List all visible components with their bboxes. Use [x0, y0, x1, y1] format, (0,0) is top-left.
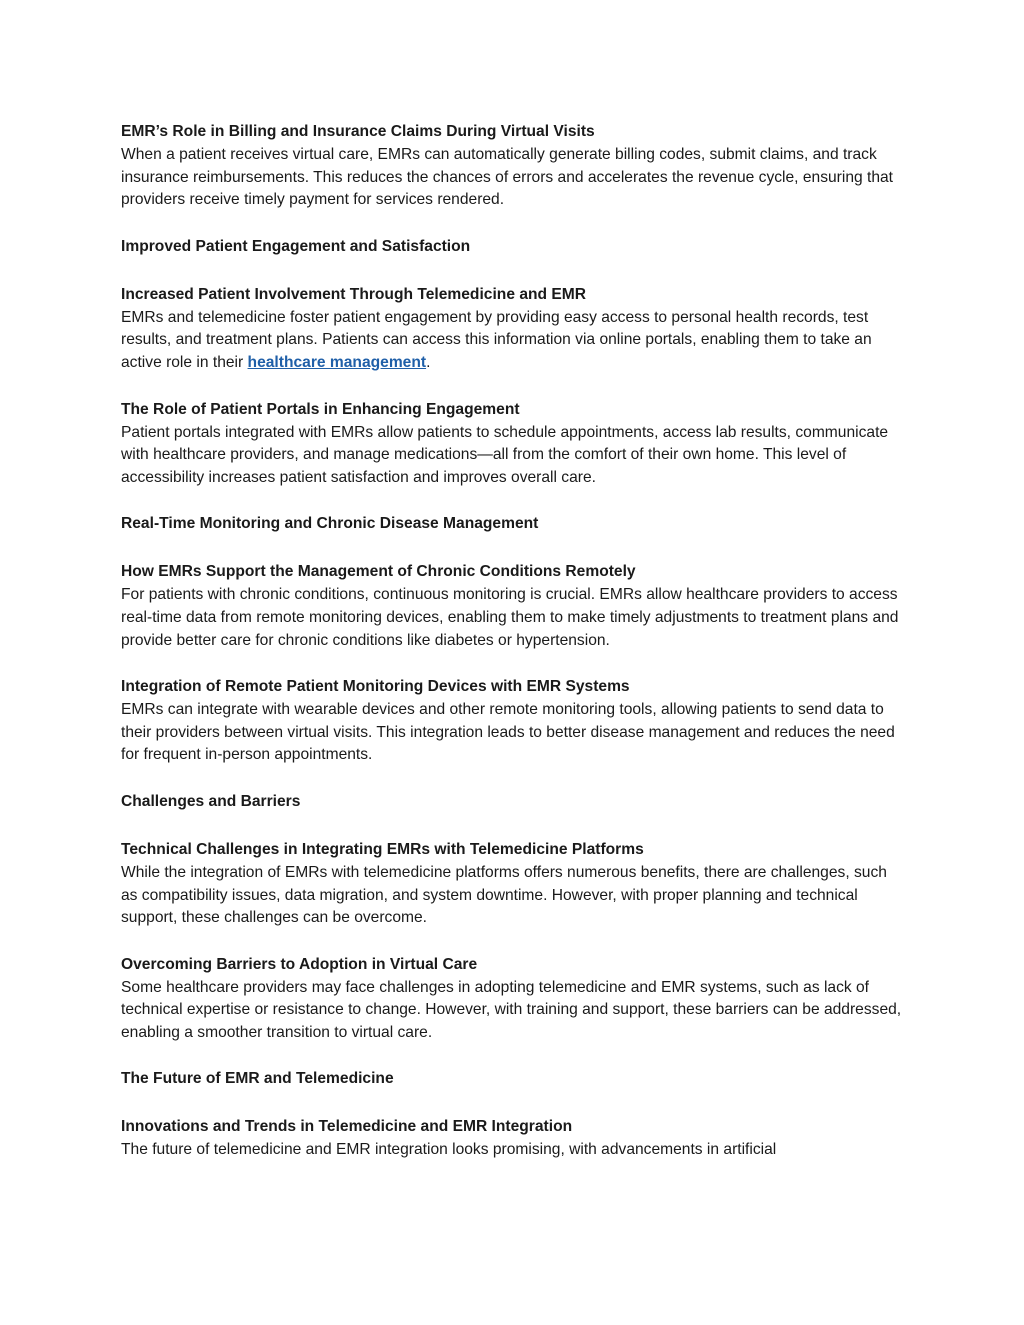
- section-heading: EMR’s Role in Billing and Insurance Claims During Virtual Visits: [121, 123, 595, 140]
- section-heading: Overcoming Barriers to Adoption in Virtual Care: [121, 955, 478, 973]
- document-page: [121, 120, 906, 1185]
- section-patient-portals: [121, 398, 906, 490]
- section-heading: Integration of Remote Patient Monitoring Devices with EMR Systems: [121, 678, 630, 696]
- section-body: When a patient receives virtual care, EMRs can automatically generate billing codes, submit claims, and track insurance reimbursements. This reduces the chances of errors and accelerates the revenue cycle, ensuring that providers receive timely payment for services rendered.: [121, 146, 894, 209]
- section-body: While the integration of EMRs with telemedicine platforms offers numerous benefits, there are challenges, such as compatibility issues, data migration, and system downtime. However, with proper planning and technical support, these challenges can be overcome.: [121, 863, 887, 927]
- section-heading: Innovations and Trends in Telemedicine and EMR Integration: [121, 1118, 573, 1136]
- section-heading: Increased Patient Involvement Through Telemedicine and EMR: [121, 285, 587, 303]
- section-heading: The Future of EMR and Telemedicine: [121, 1070, 394, 1088]
- section-body: [121, 307, 906, 375]
- section-innovations: [121, 1115, 906, 1162]
- section-body: EMRs can integrate with wearable devices and other remote monitoring tools, allowing patients to send data to their providers between virtual visits. This integration leads to better disease management and reduces the need for frequent in-person appointments.: [121, 701, 895, 764]
- section-heading: Technical Challenges in Integrating EMRs with Telemedicine Platforms: [121, 840, 644, 858]
- section-technical-challenges: [121, 838, 906, 930]
- section-adoption-barriers: [121, 953, 906, 1045]
- section-heading: The Role of Patient Portals in Enhancing Engagement: [121, 400, 520, 418]
- section-remote-devices: [121, 675, 906, 767]
- section-heading: Challenges and Barriers: [121, 792, 301, 810]
- section-heading: Real-Time Monitoring and Chronic Disease Management: [121, 515, 539, 533]
- section-patient-engagement: [121, 235, 906, 259]
- section-heading: How EMRs Support the Management of Chronic Conditions Remotely: [121, 563, 636, 581]
- section-billing: [121, 120, 906, 212]
- section-chronic-conditions: [121, 560, 906, 652]
- body-text-after-link: .: [426, 353, 431, 371]
- section-body: For patients with chronic conditions, continuous monitoring is crucial. EMRs allow healthcare providers to access real-time data from remote monitoring devices, enabling them to make timely adjustments to treatment plans and provide better care for chronic conditions like diabetes or hypertension.: [121, 586, 899, 649]
- section-patient-involvement: [121, 283, 906, 375]
- section-future: [121, 1067, 906, 1091]
- section-realtime-monitoring: [121, 512, 906, 536]
- section-heading: Improved Patient Engagement and Satisfaction: [121, 237, 471, 255]
- healthcare-management-link[interactable]: healthcare management: [247, 353, 427, 371]
- section-body: Some healthcare providers may face challenges in adopting telemedicine and EMR systems, such as lack of technical expertise or resistance to change. However, with training and support, these barriers can be addressed, enabling a smoother transition to virtual care.: [121, 978, 902, 1041]
- section-challenges: [121, 790, 906, 814]
- section-body: The future of telemedicine and EMR integration looks promising, with advancements in artificial: [121, 1141, 777, 1159]
- body-text-before-link: EMRs and telemedicine foster patient engagement by providing easy access to personal health records, test results, and treatment plans. Patients can access this information via online portals, enabling them to take an active role in their: [121, 308, 872, 371]
- section-body: Patient portals integrated with EMRs allow patients to schedule appointments, access lab results, communicate with healthcare providers, and manage medications—all from the comfort of their own home. This level of accessibility increases patient satisfaction and improves overall care.: [121, 423, 889, 486]
